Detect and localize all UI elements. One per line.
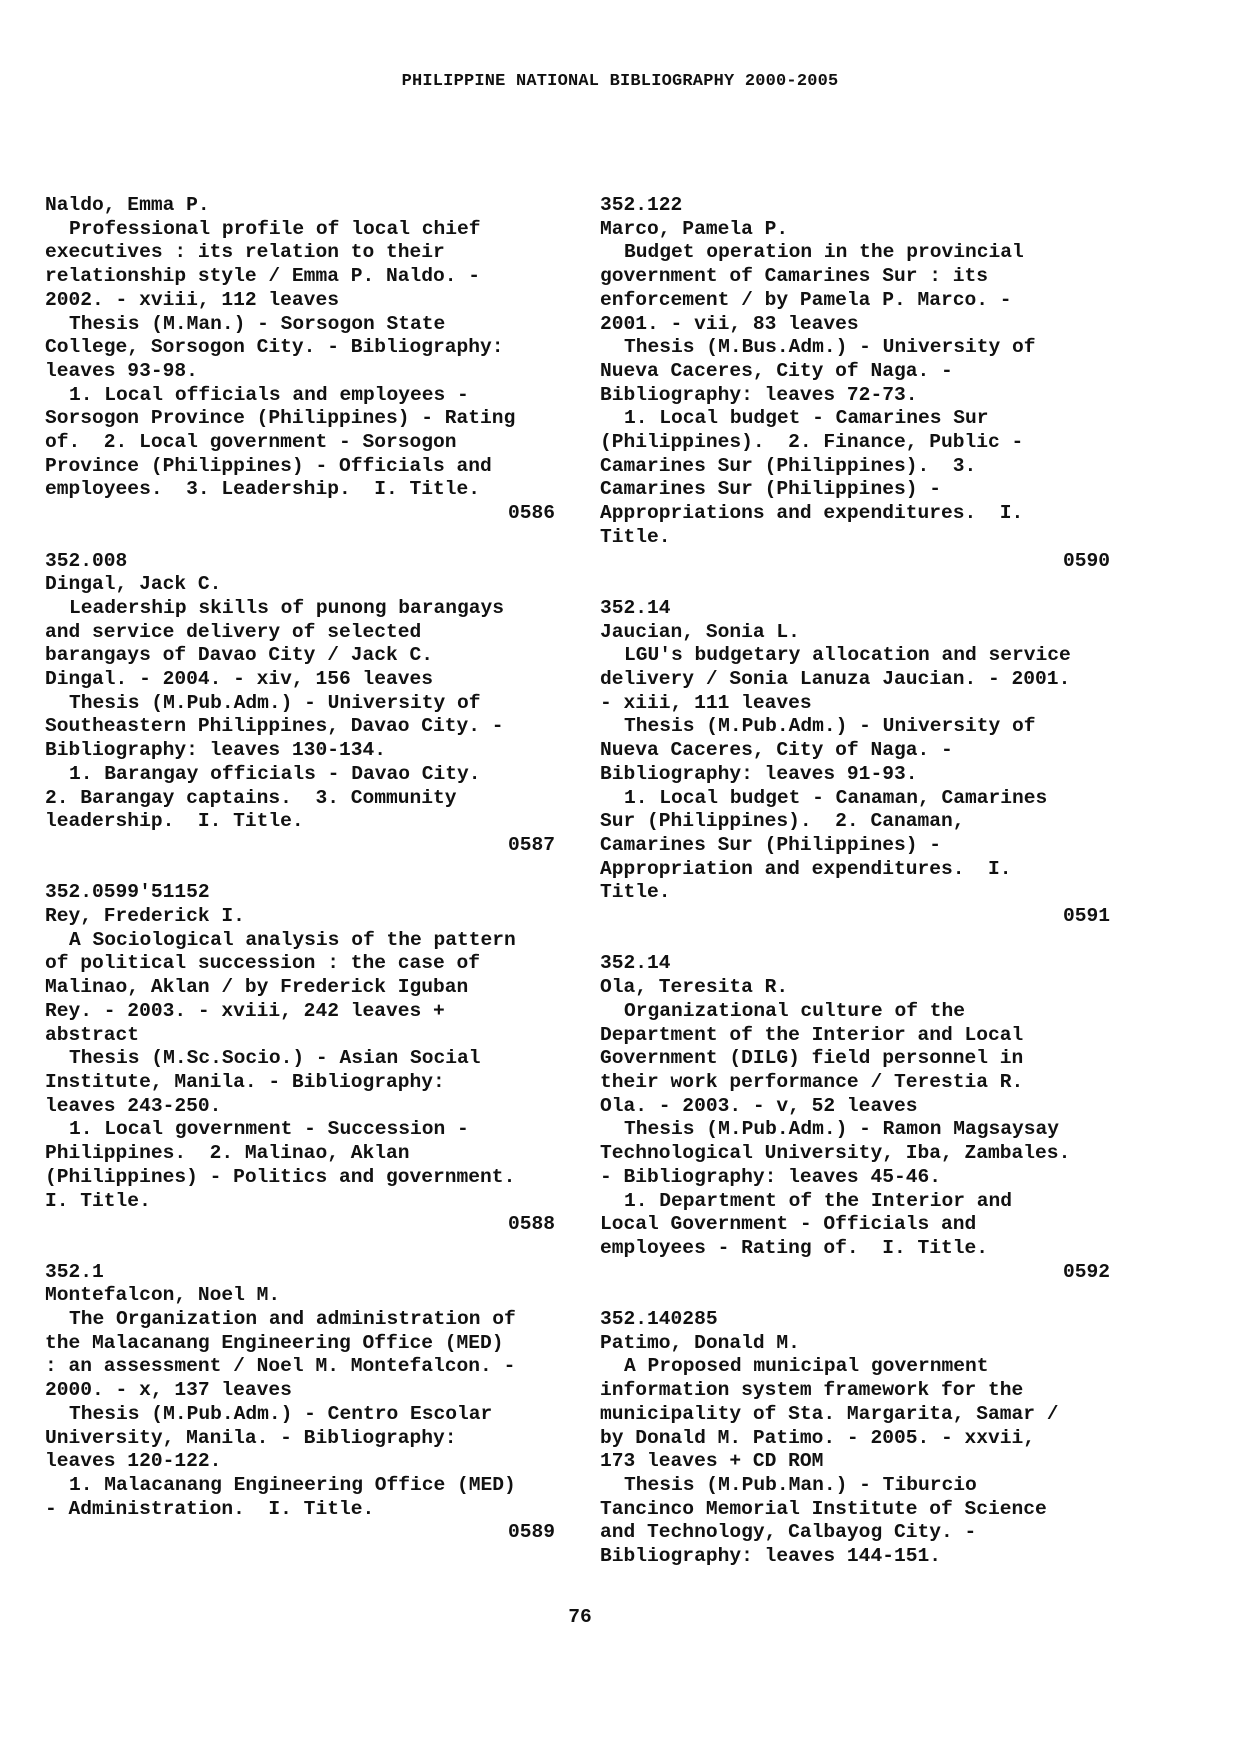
subject-heading-line: Appropriation and expenditures. I.	[600, 857, 1012, 880]
subject-heading-line: 1. Local budget - Canaman, Camarines	[624, 786, 1048, 809]
subject-heading-line: Province (Philippines) - Officials and	[45, 454, 492, 477]
title-statement-line: Leadership skills of punong barangays	[69, 596, 505, 619]
title-statement-line: their work performance / Terestia R.	[600, 1070, 1024, 1093]
title-statement-line: The Organization and administration of	[69, 1308, 516, 1330]
title-statement-line: and service delivery of selected	[45, 620, 422, 643]
title-statement-line: of political succession : the case of	[45, 952, 481, 975]
thesis-note-line: Thesis (M.Pub.Adm.) - Centro Escolar	[69, 1402, 493, 1425]
thesis-note-line: Technological University, Iba, Zambales.	[600, 1142, 1071, 1165]
subject-heading-line: I. Title.	[45, 1189, 151, 1212]
thesis-note-line: Bibliography: leaves 72-73.	[600, 383, 918, 406]
bibliography-entry	[45, 194, 555, 526]
title-statement-line: 173 leaves + CD ROM	[600, 1450, 824, 1473]
thesis-note-line: Thesis (M.Pub.Adm.) - University of	[624, 715, 1036, 738]
title-statement-line: relationship style / Emma P. Naldo. -	[45, 265, 481, 288]
subject-heading-line: Appropriations and expenditures. I.	[600, 502, 1024, 525]
title-statement-line: - xiii, 111 leaves	[600, 691, 812, 714]
author-name: Ola, Teresita R.	[600, 976, 789, 999]
subject-heading-line: Philippines. 2. Malinao, Aklan	[45, 1142, 410, 1165]
thesis-note-line: Thesis (M.Pub.Adm.) - University of	[69, 691, 481, 714]
entry-number: 0587	[507, 833, 555, 856]
title-statement-line: government of Camarines Sur : its	[600, 265, 989, 288]
page-header: PHILIPPINE NATIONAL BIBLIOGRAPHY 2000-2005	[401, 72, 839, 91]
class-number: 352.1	[45, 1260, 104, 1283]
author-name: Patimo, Donald M.	[600, 1331, 800, 1354]
title-statement-line: Department of the Interior and Local	[600, 1023, 1024, 1046]
thesis-note-line: Bibliography: leaves 91-93.	[600, 762, 918, 785]
subject-heading-line: Title.	[600, 525, 671, 548]
subject-heading-line: 1. Malacanang Engineering Office (MED)	[69, 1473, 516, 1496]
title-statement-line: enforcement / by Pamela P. Marco. -	[600, 288, 1012, 311]
title-statement-line: information system framework for the	[600, 1379, 1024, 1402]
title-statement-line: Professional profile of local chief	[69, 217, 481, 240]
thesis-note-line: and Technology, Calbayog City. -	[600, 1521, 977, 1544]
subject-heading-line: employees. 3. Leadership. I. Title.	[45, 478, 481, 501]
entry-number: 0590	[1062, 549, 1110, 572]
title-statement-line: Government (DILG) field personnel in	[600, 1047, 1024, 1070]
subject-heading-line: Camarines Sur (Philippines) -	[600, 833, 941, 856]
bibliography-entry	[600, 952, 1110, 1284]
thesis-note-line: Thesis (M.Pub.Man.) - Tiburcio	[624, 1473, 977, 1496]
thesis-note-line: Thesis (M.Man.) - Sorsogon State	[69, 312, 446, 335]
subject-heading-line: 1. Local budget - Camarines Sur	[624, 407, 989, 430]
title-statement-line: 2001. - vii, 83 leaves	[600, 312, 859, 335]
entry-number: 0591	[1062, 905, 1110, 928]
thesis-note-line: Bibliography: leaves 144-151.	[600, 1545, 941, 1568]
title-statement-line: municipality of Sta. Margarita, Samar /	[600, 1402, 1059, 1425]
author-name: Montefalcon, Noel M.	[45, 1284, 281, 1307]
entry-number: 0589	[507, 1521, 555, 1544]
title-statement-line: Organizational culture of the	[624, 999, 965, 1022]
subject-heading-line: 1. Local government - Succession -	[69, 1118, 469, 1141]
title-statement-line: by Donald M. Patimo. - 2005. - xxvii,	[600, 1426, 1036, 1449]
title-statement-line: Budget operation in the provincial	[624, 241, 1024, 264]
class-number: 352.14	[600, 596, 671, 619]
class-number: 352.14	[600, 952, 671, 975]
title-statement-line: Ola. - 2003. - v, 52 leaves	[600, 1094, 918, 1117]
title-statement-line: A Proposed municipal government	[624, 1355, 989, 1378]
class-number: 352.0599'51152	[45, 881, 210, 904]
subject-heading-line: (Philippines) - Politics and government.	[45, 1165, 516, 1188]
thesis-note-line: leaves 120-122.	[45, 1450, 222, 1473]
entry-number: 0586	[507, 502, 555, 525]
subject-heading-line: - Administration. I. Title.	[45, 1497, 375, 1520]
subject-heading-line: Sorsogon Province (Philippines) - Rating	[45, 407, 516, 430]
thesis-note-line: leaves 93-98.	[45, 359, 198, 382]
title-statement-line: Dingal. - 2004. - xiv, 156 leaves	[45, 668, 434, 691]
thesis-note-line: Nueva Caceres, City of Naga. -	[600, 359, 953, 382]
subject-heading-line: (Philippines). 2. Finance, Public -	[600, 431, 1024, 454]
author-name: Rey, Frederick I.	[45, 905, 245, 928]
subject-heading-line: Sur (Philippines). 2. Canaman,	[600, 810, 965, 833]
thesis-note-line: University, Manila. - Bibliography:	[45, 1426, 457, 1449]
title-statement-line: executives : its relation to their	[45, 241, 445, 264]
class-number: 352.122	[600, 194, 683, 216]
bibliography-entry	[45, 1261, 555, 1545]
thesis-note-line: Thesis (M.Sc.Socio.) - Asian Social	[69, 1047, 481, 1070]
entry-number: 0588	[507, 1213, 555, 1236]
subject-heading-line: leadership. I. Title.	[45, 810, 304, 833]
title-statement-line: 2000. - x, 137 leaves	[45, 1379, 292, 1402]
thesis-note-line: Southeastern Philippines, Davao City. -	[45, 715, 504, 738]
thesis-note-line: Thesis (M.Pub.Adm.) - Ramon Magsaysay	[624, 1118, 1060, 1141]
subject-heading-line: Camarines Sur (Philippines) -	[600, 478, 941, 501]
thesis-note-line: Nueva Caceres, City of Naga. -	[600, 739, 953, 762]
author-name: Dingal, Jack C.	[45, 573, 222, 596]
subject-heading-line: Title.	[600, 881, 671, 904]
bibliography-entry	[600, 1308, 1110, 1569]
right-column	[600, 194, 1110, 1592]
title-statement-line: Rey. - 2003. - xviii, 242 leaves +	[45, 999, 445, 1022]
class-number: 352.008	[45, 549, 128, 572]
title-statement-line: the Malacanang Engineering Office (MED)	[45, 1331, 504, 1354]
subject-heading-line: Camarines Sur (Philippines). 3.	[600, 454, 977, 477]
page-number: 76	[568, 1606, 592, 1628]
thesis-note-line: Thesis (M.Bus.Adm.) - University of	[624, 336, 1036, 359]
thesis-note-line: Bibliography: leaves 130-134.	[45, 739, 386, 762]
thesis-note-line: College, Sorsogon City. - Bibliography:	[45, 336, 504, 359]
title-statement-line: abstract	[45, 1023, 140, 1046]
subject-heading-line: 1. Barangay officials - Davao City.	[69, 762, 481, 785]
title-statement-line: : an assessment / Noel M. Montefalcon. -	[45, 1355, 516, 1378]
subject-heading-line: 1. Department of the Interior and	[624, 1189, 1013, 1212]
subject-heading-line: 1. Local officials and employees -	[69, 383, 469, 406]
bibliography-entry	[45, 881, 555, 1237]
subject-heading-line: Local Government - Officials and	[600, 1213, 977, 1236]
bibliography-entry	[600, 194, 1110, 573]
title-statement-line: LGU's budgetary allocation and service	[624, 644, 1071, 667]
subject-heading-line: 2. Barangay captains. 3. Community	[45, 786, 457, 809]
entry-number: 0592	[1062, 1260, 1110, 1283]
bibliography-entry	[45, 550, 555, 858]
title-statement-line: barangays of Davao City / Jack C.	[45, 644, 434, 667]
left-column	[45, 194, 555, 1569]
title-statement-line: Malinao, Aklan / by Frederick Iguban	[45, 976, 469, 999]
title-statement-line: A Sociological analysis of the pattern	[69, 928, 516, 951]
author-name: Marco, Pamela P.	[600, 217, 789, 240]
author-name: Jaucian, Sonia L.	[600, 620, 800, 643]
bibliography-entry	[600, 597, 1110, 929]
class-number: 352.140285	[600, 1308, 718, 1330]
thesis-note-line: leaves 243-250.	[45, 1094, 222, 1117]
title-statement-line: delivery / Sonia Lanuza Jaucian. - 2001.	[600, 668, 1071, 691]
thesis-note-line: Institute, Manila. - Bibliography:	[45, 1070, 445, 1093]
subject-heading-line: of. 2. Local government - Sorsogon	[45, 431, 457, 454]
thesis-note-line: - Bibliography: leaves 45-46.	[600, 1165, 941, 1188]
subject-heading-line: employees - Rating of. I. Title.	[600, 1236, 989, 1259]
title-statement-line: 2002. - xviii, 112 leaves	[45, 288, 339, 311]
thesis-note-line: Tancinco Memorial Institute of Science	[600, 1497, 1047, 1520]
author-name: Naldo, Emma P.	[45, 194, 210, 216]
